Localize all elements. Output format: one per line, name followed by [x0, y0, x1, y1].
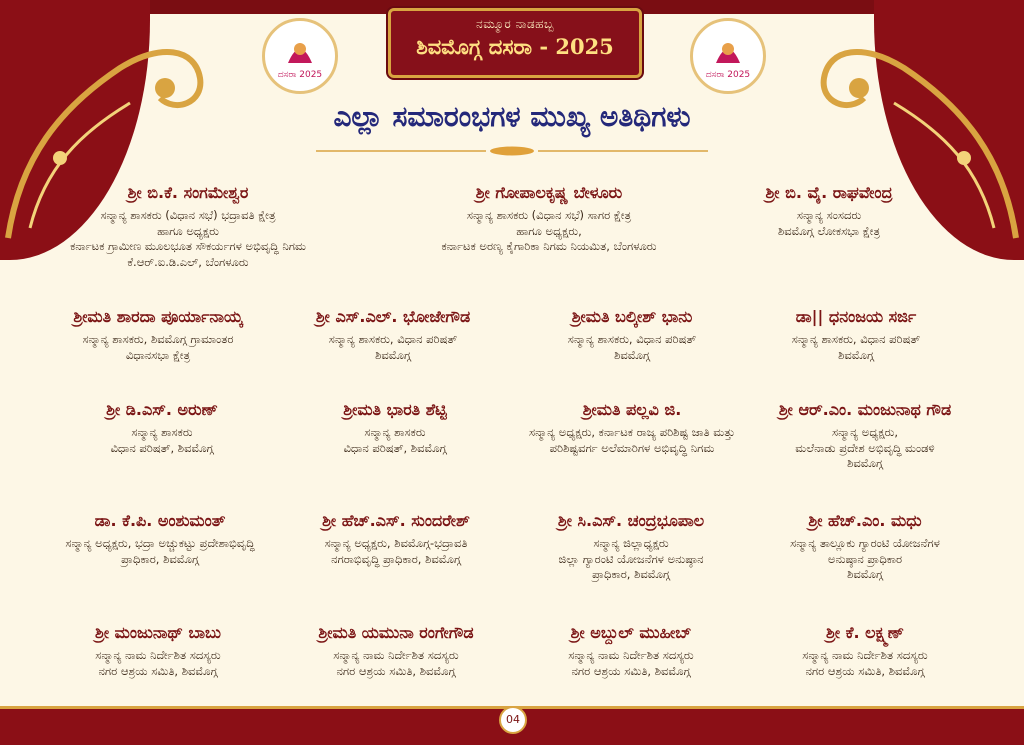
guest-designation-line: ಕರ್ನಾಟಕ ಗ್ರಾಮೀಣ ಮೂಲಭೂತ ಸೌಕರ್ಯಗಳ ಅಭಿವೃದ್ಧಿ ನಿಗಮ	[70, 239, 306, 253]
guest-designation-line: ಸನ್ಮಾನ್ಯ ಶಾಸಕರು (ವಿಧಾನ ಸಭೆ) ಸಾಗರ ಕ್ಷೇತ್ರ	[466, 208, 632, 222]
guest-designation-line: ಶಿವಮೊಗ್ಗ	[838, 347, 874, 362]
guest-designation-line: ಸನ್ಮಾನ್ಯ ಶಾಸಕರು	[131, 425, 193, 439]
goddess-emblem-icon	[693, 21, 763, 91]
guest-designation-line: ಸನ್ಮಾನ್ಯ ಶಾಸಕರು, ವಿಧಾನ ಪರಿಷತ್	[567, 332, 697, 346]
guest-designation-line: ಸನ್ಮಾನ್ಯ ತಾಲ್ಲೂಕು ಗ್ಯಾರಂಟಿ ಯೋಜನೆಗಳ	[790, 536, 940, 550]
guest-designation-line: ಮಲೆನಾಡು ಪ್ರದೇಶ ಅಭಿವೃದ್ಧಿ ಮಂಡಳಿ	[795, 440, 935, 455]
guest-designation-line: ಸನ್ಮಾನ್ಯ ಶಾಸಕರು (ವಿಧಾನ ಸಭೆ) ಭದ್ರಾವತಿ ಕ್ಷೇತ್ರ	[100, 208, 276, 222]
guest-name: ಶ್ರೀ ಗೋಪಾಲಕೃಷ್ಣ ಬೇಳೂರು	[475, 183, 623, 202]
guest-designation-line: ಸನ್ಮಾನ್ಯ ಶಾಸಕರು, ವಿಧಾನ ಪರಿಷತ್	[791, 332, 921, 346]
guest-designation-line: ಸನ್ಮಾನ್ಯ ನಾಮ ನಿರ್ದೇಶಿತ ಸದಸ್ಯರು	[568, 648, 694, 662]
guest-name: ಶ್ರೀಮತಿ ಭಾರತಿ ಶೆಟ್ಟಿ	[343, 400, 447, 419]
guest-name: ಶ್ರೀಮತಿ ಬಲ್ಕೀಶ್ ಭಾನು	[571, 307, 693, 326]
goddess-emblem-icon	[265, 21, 335, 91]
logo-text: ದಸರಾ 2025	[705, 70, 751, 80]
guest-name: ಶ್ರೀ ಮಂಜುನಾಥ್ ಬಾಬು	[95, 623, 221, 642]
guest-name: ಶ್ರೀ ಎಸ್.ಎಲ್. ಭೋಜೇಗೌಡ	[315, 307, 471, 326]
guest-designation-line: ಪ್ರಾಧಿಕಾರ, ಶಿವಮೊಗ್ಗ	[121, 551, 199, 566]
dasara-logo-right	[690, 18, 766, 94]
guest-name: ಶ್ರೀಮತಿ ಶಾರದಾ ಪೂರ್ಯಾನಾಯ್ಕ	[73, 307, 243, 326]
guest-designation-line: ವಿಧಾನ ಪರಿಷತ್, ಶಿವಮೊಗ್ಗ	[343, 440, 447, 455]
page-number: 04	[499, 706, 527, 734]
guest-designation-line: ಹಾಗೂ ಅಧ್ಯಕ್ಷರು	[157, 223, 219, 238]
guest-designation-line: ನಗರ ಆಶ್ರಯ ಸಮಿತಿ, ಶಿವಮೊಗ್ಗ	[98, 663, 218, 678]
event-banner	[388, 8, 642, 78]
guest-designation-line: ಸನ್ಮಾನ್ಯ ನಾಮ ನಿರ್ದೇಶಿತ ಸದಸ್ಯರು	[95, 648, 221, 662]
guest-designation-line: ಸನ್ಮಾನ್ಯ ನಾಮ ನಿರ್ದೇಶಿತ ಸದಸ್ಯರು	[802, 648, 928, 662]
guest-designation-line: ನಗರ ಆಶ್ರಯ ಸಮಿತಿ, ಶಿವಮೊಗ್ಗ	[805, 663, 925, 678]
guest-entry	[696, 307, 1016, 363]
guest-name: ಡಾ|| ಧನಂಜಯ ಸರ್ಜಿ	[795, 307, 917, 326]
guest-entry	[28, 183, 348, 270]
guest-name: ಶ್ರೀ ಬಿ. ವೈ. ರಾಘವೇಂದ್ರ	[765, 183, 893, 202]
guest-designation-line: ಸನ್ಮಾನ್ಯ ನಾಮ ನಿರ್ದೇಶಿತ ಸದಸ್ಯರು	[333, 648, 459, 662]
guest-designation-line: ಕರ್ನಾಟಕ ಅರಣ್ಯ ಕೈಗಾರಿಕಾ ನಿಗಮ ನಿಯಮಿತ, ಬೆಂಗಳೂರು	[441, 239, 657, 253]
guest-designation-line: ಸನ್ಮಾನ್ಯ ಸಂಸದರು	[796, 208, 862, 222]
banner-subtitle: ನಮ್ಮೂರ ನಾಡಹಬ್ಬ	[476, 17, 554, 31]
guest-entry	[705, 623, 1024, 679]
guest-designation-line: ಹಾಗೂ ಅಧ್ಯಕ್ಷರು,	[516, 223, 582, 238]
guest-designation-line: ಸನ್ಮಾನ್ಯ ಶಾಸಕರು, ವಿಧಾನ ಪರಿಷತ್	[328, 332, 458, 346]
guest-designation-line: ಸನ್ಮಾನ್ಯ ಜಿಲ್ಲಾಧ್ಯಕ್ಷರು	[593, 536, 669, 550]
guest-designation-line: ಅನುಷ್ಠಾನ ಪ್ರಾಧಿಕಾರ	[827, 551, 903, 566]
guest-designation-line: ಜಿಲ್ಲಾ ಗ್ಯಾರಂಟಿ ಯೋಜನೆಗಳ ಅನುಷ್ಠಾನ	[558, 551, 704, 566]
page-title: ಎಲ್ಲಾ ಸಮಾರಂಭಗಳ ಮುಖ್ಯ ಅತಿಥಿಗಳು	[333, 100, 691, 133]
guest-name: ಶ್ರೀ ಸಿ.ಎಸ್. ಚಂದ್ರಭೂಪಾಲ	[557, 511, 705, 530]
guest-name: ಡಾ. ಕೆ.ಪಿ. ಅಂಶುಮಂತ್	[94, 511, 226, 530]
guest-designation-line: ಶಿವಮೊಗ್ಗ	[847, 456, 883, 470]
guest-designation-line: ನಗರ ಆಶ್ರಯ ಸಮಿತಿ, ಶಿವಮೊಗ್ಗ	[336, 663, 456, 678]
guest-name: ಶ್ರೀ ಹೆಚ್.ಎಸ್. ಸುಂದರೇಶ್	[322, 511, 470, 530]
guest-designation-line: ನಗರ ಆಶ್ರಯ ಸಮಿತಿ, ಶಿವಮೊಗ್ಗ	[571, 663, 691, 678]
guest-designation-line: ಸನ್ಮಾನ್ಯ ಶಾಸಕರು, ಶಿವಮೊಗ್ಗ ಗ್ರಾಮಾಂತರ	[82, 332, 234, 346]
guest-designation-line: ಪರಿಶಿಷ್ಟವರ್ಗ ಅಲೆಮಾರಿಗಳ ಅಭಿವೃದ್ಧಿ ನಿಗಮ	[549, 440, 715, 455]
guest-name: ಶ್ರೀಮತಿ ಪಲ್ಲವಿ ಜಿ.	[582, 400, 682, 419]
guest-entry	[389, 183, 709, 255]
logo-text: ದಸರಾ 2025	[277, 70, 323, 80]
guest-designation-line: ಕೆ.ಆರ್.ಐ.ಡಿ.ಎಲ್, ಬೆಂಗಳೂರು	[127, 254, 249, 269]
banner-title: ಶಿವಮೊಗ್ಗ ದಸರಾ - 2025	[416, 34, 614, 59]
guest-designation-line: ಸನ್ಮಾನ್ಯ ಅಧ್ಯಕ್ಷರು,	[832, 425, 898, 439]
dasara-logo-left	[262, 18, 338, 94]
guest-designation-line: ಸನ್ಮಾನ್ಯ ಅಧ್ಯಕ್ಷರು, ಶಿವಮೊಗ್ಗ-ಭದ್ರಾವತಿ	[324, 536, 468, 550]
guest-name: ಶ್ರೀ ಬಿ.ಕೆ. ಸಂಗಮೇಶ್ವರ	[127, 183, 249, 202]
guest-designation-line: ನಗರಾಭಿವೃದ್ಧಿ ಪ್ರಾಧಿಕಾರ, ಶಿವಮೊಗ್ಗ	[331, 551, 461, 566]
guest-name: ಶ್ರೀಮತಿ ಯಮುನಾ ರಂಗೇಗೌಡ	[318, 623, 474, 642]
guest-designation-line: ಸನ್ಮಾನ್ಯ ಅಧ್ಯಕ್ಷರು, ಭದ್ರಾ ಅಚ್ಚುಕಟ್ಟು ಪ್ರದೇಶಾಭಿವೃದ್ಧಿ	[65, 536, 255, 550]
guest-name: ಶ್ರೀ ಅಬ್ದುಲ್ ಮುಹೀಬ್	[570, 623, 692, 642]
guest-designation-line: ಶಿವಮೊಗ್ಗ	[375, 347, 411, 362]
guest-designation-line: ಶಿವಮೊಗ್ಗ ಲೋಕಸಭಾ ಕ್ಷೇತ್ರ	[777, 223, 881, 238]
ornamental-divider-icon	[316, 146, 708, 156]
guest-designation-line: ಸನ್ಮಾನ್ಯ ಶಾಸಕರು	[364, 425, 426, 439]
guest-entry	[705, 400, 1024, 472]
guest-designation-line: ವಿಧಾನಸಭಾ ಕ್ಷೇತ್ರ	[125, 347, 191, 362]
guest-entry	[705, 511, 1024, 583]
guest-designation-line: ಶಿವಮೊಗ್ಗ	[614, 347, 650, 362]
guest-entry	[669, 183, 989, 239]
guest-name: ಶ್ರೀ ಡಿ.ಎಸ್. ಅರುಣ್	[106, 400, 218, 419]
guest-designation-line: ವಿಧಾನ ಪರಿಷತ್, ಶಿವಮೊಗ್ಗ	[110, 440, 214, 455]
guest-name: ಶ್ರೀ ಆರ್.ಎಂ. ಮಂಜುನಾಥ ಗೌಡ	[778, 400, 952, 419]
guest-name: ಶ್ರೀ ಹೆಚ್.ಎಂ. ಮಧು	[808, 511, 922, 530]
guest-designation-line: ಶಿವಮೊಗ್ಗ	[847, 567, 883, 581]
guest-designation-line: ಪ್ರಾಧಿಕಾರ, ಶಿವಮೊಗ್ಗ	[592, 567, 670, 581]
guest-name: ಶ್ರೀ ಕೆ. ಲಕ್ಷ್ಮಣ್	[826, 623, 904, 642]
guest-designation-line: ಸನ್ಮಾನ್ಯ ಅಧ್ಯಕ್ಷರು, ಕರ್ನಾಟಕ ರಾಜ್ಯ ಪರಿಶಿಷ್ಟ ಜಾತಿ ಮತ್ತು	[529, 425, 735, 439]
